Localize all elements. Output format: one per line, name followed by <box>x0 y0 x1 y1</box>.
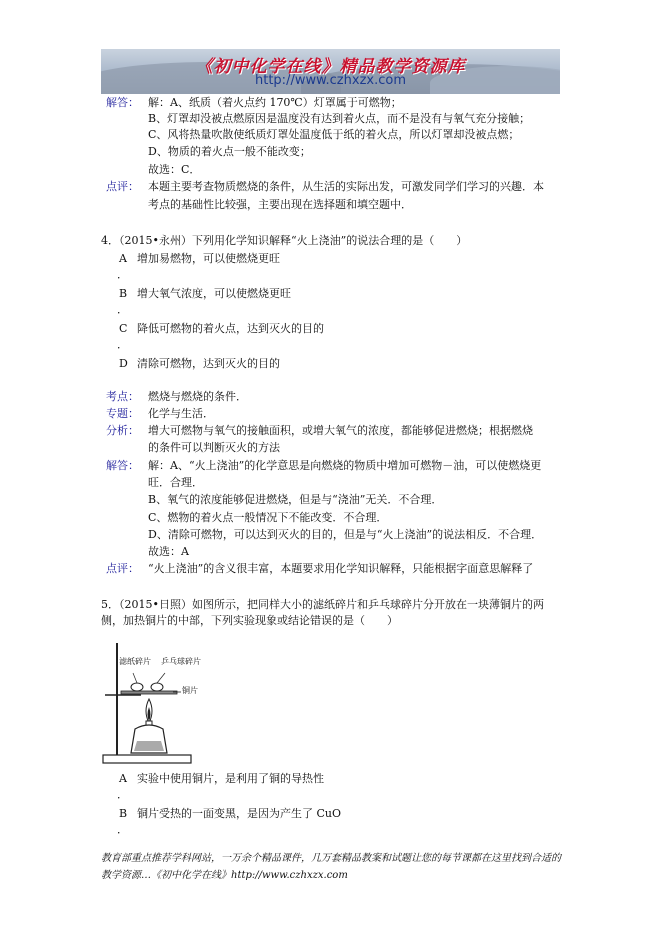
footer-line: 教育部重点推荐学科网站，一万余个精品课件，几万套精品教案和试题让您的每节课都在这里找到合适的 <box>101 853 561 864</box>
q4-option-c-letter: C <box>119 322 128 335</box>
q3-jieda-line: 解：A、纸质（着火点约 170℃）灯罩属于可燃物； <box>148 96 402 109</box>
q3-jieda-line: B、灯罩却没被点燃原因是温度没有达到着火点，而不是没有与氧气充分接触； <box>148 112 531 125</box>
q4-dianping: “火上浇油”的含义很丰富，本题要求用化学知识解释，只能根据字面意思解释了 <box>148 562 534 575</box>
q4-option-d: 清除可燃物，达到灭火的目的 <box>137 357 280 370</box>
kaodian-label: 考点： <box>106 390 139 403</box>
q4-option-dot: ． <box>117 268 128 281</box>
q4-option-a-letter: A <box>119 252 127 265</box>
q3-jieda-line: C、风将热量吹散使纸质灯罩处温度低于纸的着火点，所以灯罩却没被点燃； <box>148 128 520 141</box>
footer-line-2 <box>101 869 348 882</box>
q4-option-b-letter: B <box>119 287 128 300</box>
q4-fenxi-line: 增大可燃物与氧气的接触面积，或增大氧气的浓度，都能够促进燃烧；根据燃烧 <box>148 424 533 437</box>
label-pingpong: 乒乓球碎片 <box>161 657 201 666</box>
q4-option-dot: ． <box>117 303 128 316</box>
q4-jieda-line: 解：A、“火上浇油”的化学意思是向燃烧的物质中增加可燃物－油，可以使燃烧更 <box>148 459 542 472</box>
header-banner <box>101 49 560 94</box>
site-url[interactable]: http://www.czhxzx.com <box>255 73 406 88</box>
apparatus-figure <box>101 633 201 773</box>
q3-jieda-line: 故选：C． <box>148 163 201 176</box>
q4-fenxi-line: 的条件可以判断灭火的方法 <box>148 441 280 454</box>
q3-dianping-line: 本题主要考查物质燃烧的条件，从生活的实际出发，可激发同学们学习的兴趣．本 <box>148 180 544 193</box>
q4-stem: 4．（2015•永州）下列用化学知识解释“火上浇油”的说法合理的是（ ） <box>101 234 468 247</box>
q5-option-a-letter: A <box>119 772 127 785</box>
q4-kaodian: 燃烧与燃烧的条件． <box>148 390 247 403</box>
q3-jieda-line: D、物质的着火点一般不能改变； <box>148 145 311 158</box>
q5-stem-line: 5．（2015•日照）如图所示，把同样大小的滤纸碎片和乒乓球碎片分开放在一块薄铜片的两 <box>101 598 544 611</box>
q4-jieda-line: C、燃物的着火点一般情况下不能改变．不合理． <box>148 511 388 524</box>
dianping-label: 点评： <box>106 562 139 575</box>
jieda-label: 解答： <box>106 96 139 109</box>
q5-option-a: 实验中使用铜片，是利用了铜的导热性 <box>137 772 324 785</box>
jieda-label: 解答： <box>106 459 139 472</box>
q3-dianping-line: 考点的基础性比较强，主要出现在选择题和填空题中． <box>148 198 412 211</box>
q5-option-dot: ． <box>117 788 128 801</box>
footer-prefix: 教学资源…《初中化学在线》 <box>101 870 231 881</box>
dianping-label: 点评： <box>106 180 139 193</box>
q5-stem-line: 侧，加热铜片的中部，下列实验现象或结论错误的是（ ） <box>101 614 398 627</box>
fenxi-label: 分析： <box>106 424 139 437</box>
q5-option-b: 铜片受热的一面变黑，是因为产生了 CuO <box>137 807 342 820</box>
label-copper: 铜片 <box>182 686 198 695</box>
q4-jieda-line: B、氧气的浓度能够促进燃烧，但是与“浇油”无关．不合理． <box>148 493 443 506</box>
label-filter-paper: 滤纸碎片 <box>119 657 151 666</box>
q4-jieda-line: 旺．合理． <box>148 476 203 489</box>
footer-link[interactable]: http://www.czhxzx.com <box>231 870 348 881</box>
q4-option-d-letter: D <box>119 357 128 370</box>
q5-option-b-letter: B <box>119 807 128 820</box>
q4-option-b: 增大氧气浓度，可以使燃烧更旺 <box>137 287 291 300</box>
q4-option-a: 增加易燃物，可以使燃烧更旺 <box>137 252 280 265</box>
q4-option-c: 降低可燃物的着火点，达到灭火的目的 <box>137 322 324 335</box>
q4-jieda-line: 故选：A <box>148 545 189 558</box>
apparatus-drawing <box>101 633 201 773</box>
q4-jieda-line: D、清除可燃物，可以达到灭火的目的，但是与“火上浇油”的说法相反．不合理． <box>148 528 543 541</box>
zhuanti-label: 专题： <box>106 407 139 420</box>
q4-option-dot: ． <box>117 338 128 351</box>
q5-option-dot: ． <box>117 823 128 836</box>
q4-zhuanti: 化学与生活． <box>148 407 214 420</box>
site-title: 《初中化学在线》精品教学资源库 <box>195 57 466 77</box>
